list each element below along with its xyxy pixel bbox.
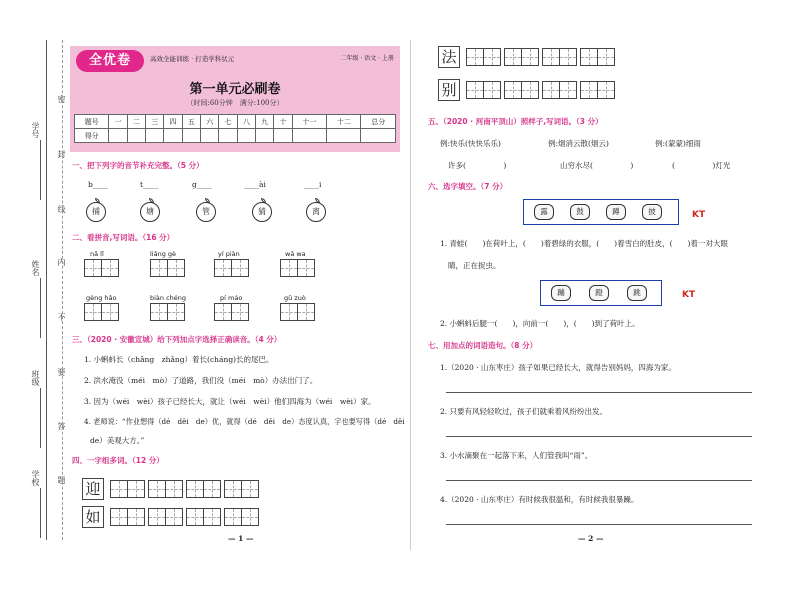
answer-line[interactable] bbox=[446, 524, 752, 525]
q6-sentence: 睛，正在捉虫。 bbox=[448, 261, 501, 270]
q1-prompt[interactable]: b____ bbox=[88, 180, 108, 189]
kt-mark: KT bbox=[692, 210, 706, 220]
pinyin-label: biàn chéng bbox=[150, 294, 187, 302]
q5-example: 例:烟消云散(烟云) bbox=[548, 139, 609, 148]
answer-line[interactable] bbox=[446, 436, 752, 437]
choice-char: 鼓 bbox=[570, 204, 590, 220]
score-header-cell: 八 bbox=[237, 115, 255, 129]
fold-mark: 密 bbox=[57, 95, 66, 103]
q7-item: 4.（2020 · 山东枣庄）有时候我很温和，有时候我很暴躁。 bbox=[440, 495, 639, 504]
writing-grid[interactable] bbox=[150, 259, 184, 277]
fold-mark: 线 bbox=[57, 205, 66, 213]
page-divider bbox=[410, 40, 411, 550]
base-char: 迎 bbox=[82, 478, 104, 500]
school-field[interactable] bbox=[40, 488, 41, 538]
q7-item: 2. 只要有风轻轻吹过，孩子们就乘着风纷纷出发。 bbox=[440, 407, 608, 416]
pinyin-label: liǎng gè bbox=[150, 250, 177, 258]
kt-mark: KT bbox=[682, 290, 696, 300]
apple-char: 猜 bbox=[252, 202, 272, 222]
choice-char: 蹲 bbox=[606, 204, 626, 220]
student-id-label: 学号 bbox=[31, 122, 40, 138]
q7-item: 3. 小水滴聚在一起落下来，人们管我叫“雨”。 bbox=[440, 451, 593, 460]
score-header-cell: 十二 bbox=[327, 115, 361, 129]
q5-title: 五、（2020 · 河南平顶山）照样子,写词语。（3 分） bbox=[428, 117, 603, 126]
class-label: 班级 bbox=[31, 370, 40, 386]
pinyin-label: wā wa bbox=[285, 250, 306, 258]
q5-task[interactable]: ( )灯光 bbox=[672, 161, 731, 170]
page-title: 第一单元必刷卷 bbox=[189, 82, 281, 97]
score-header-cell: 九 bbox=[256, 115, 274, 129]
page-number: — 1 — bbox=[228, 534, 254, 543]
writing-grid[interactable] bbox=[466, 48, 614, 66]
choice-char: 蹬 bbox=[589, 285, 609, 301]
choice-box bbox=[540, 280, 662, 306]
writing-grid[interactable] bbox=[110, 480, 258, 498]
writing-grid[interactable] bbox=[150, 303, 184, 321]
apple-char: 管 bbox=[196, 202, 216, 222]
base-char: 别 bbox=[438, 79, 460, 101]
score-cell[interactable] bbox=[361, 129, 396, 143]
fold-mark: 题 bbox=[57, 476, 66, 484]
fold-mark: 不 bbox=[57, 313, 66, 321]
q3-item[interactable]: 2. 洪水淹没（méi mò）了道路，我们没（méi mò）办法出门了。 bbox=[84, 376, 318, 385]
score-row-label: 得分 bbox=[75, 129, 109, 143]
fold-mark: 答 bbox=[57, 422, 66, 430]
apple-char: 捕 bbox=[86, 202, 106, 222]
q6-sentence[interactable]: 2. 小蝌蚪后腿一( )，向前一( )，( )到了荷叶上。 bbox=[440, 319, 640, 328]
pinyin-label: yí piàn bbox=[218, 250, 240, 258]
apple-char: 塘 bbox=[140, 202, 160, 222]
writing-grid[interactable] bbox=[214, 259, 248, 277]
exam-subtitle: （时间:60分钟 满分:100分） bbox=[186, 99, 284, 107]
score-cell[interactable] bbox=[237, 129, 255, 143]
name-field[interactable] bbox=[40, 278, 41, 338]
q3-item[interactable]: 1. 小蝌蚪长（chǎng zhǎng）着长(cháng)长的尾巴。 bbox=[84, 355, 274, 364]
score-cell[interactable] bbox=[109, 129, 127, 143]
score-table bbox=[74, 114, 396, 143]
score-header-cell: 四 bbox=[164, 115, 182, 129]
base-char: 如 bbox=[82, 506, 104, 528]
score-header-cell: 二 bbox=[127, 115, 145, 129]
banner-slogan: 高效全能训练 · 打造学科状元 bbox=[150, 55, 235, 63]
score-header-cell: 十 bbox=[274, 115, 292, 129]
score-header-cell: 一 bbox=[109, 115, 127, 129]
score-row bbox=[75, 129, 396, 143]
q5-example: 例:快乐(快快乐乐) bbox=[440, 139, 501, 148]
choice-char: 蹦 bbox=[551, 285, 571, 301]
choice-box bbox=[523, 199, 679, 225]
q1-prompt[interactable]: g____ bbox=[192, 180, 212, 189]
q3-item[interactable]: 4. 老师说：“作业想得（dé děi de）优，就得（dé děi de）态度认真，字也要写得（dé děi bbox=[84, 417, 405, 426]
score-cell[interactable] bbox=[182, 129, 200, 143]
q5-example: 例:(蒙蒙)细雨 bbox=[655, 139, 701, 148]
writing-grid[interactable] bbox=[84, 303, 118, 321]
q6-sentence[interactable]: 1. 青蛙( )在荷叶上，( )着碧绿的衣服，( )着雪白的肚皮，( )着一对大眼 bbox=[440, 239, 728, 248]
score-header-cell: 三 bbox=[146, 115, 164, 129]
fold-mark: 要 bbox=[57, 368, 66, 376]
writing-grid[interactable] bbox=[280, 303, 314, 321]
q1-prompt[interactable]: t____ bbox=[140, 180, 159, 189]
pinyin-label: gèng hǎo bbox=[86, 294, 117, 302]
score-cell[interactable] bbox=[274, 129, 292, 143]
q5-task[interactable]: 山穷水尽( ) bbox=[560, 161, 634, 170]
q5-task[interactable]: 许多( ) bbox=[448, 161, 507, 170]
fold-mark: 封 bbox=[57, 150, 66, 158]
fold-mark: 内 bbox=[57, 258, 66, 266]
school-label: 学校 bbox=[31, 470, 40, 486]
writing-grid[interactable] bbox=[280, 259, 314, 277]
score-cell[interactable] bbox=[127, 129, 145, 143]
score-cell[interactable] bbox=[146, 129, 164, 143]
score-header-cell: 总分 bbox=[361, 115, 396, 129]
q1-title: 一、把下列字的音节补充完整。（5 分） bbox=[72, 161, 204, 170]
pinyin-label: nǎ lǐ bbox=[90, 250, 104, 258]
cut-line bbox=[62, 40, 63, 540]
score-header-row bbox=[75, 115, 396, 129]
exam-header bbox=[70, 46, 400, 152]
name-label: 姓名 bbox=[31, 260, 40, 276]
q6-title: 六、选字填空。（7 分） bbox=[428, 182, 508, 191]
choice-char: 披 bbox=[642, 204, 662, 220]
score-header-cell: 十一 bbox=[292, 115, 326, 129]
answer-line[interactable] bbox=[446, 392, 752, 393]
q7-item: 1.（2020 · 山东枣庄）孩子如果已经长大，就得告别妈妈，四海为家。 bbox=[440, 363, 676, 372]
score-header-cell: 七 bbox=[219, 115, 237, 129]
student-id-field[interactable] bbox=[40, 140, 41, 200]
score-cell[interactable] bbox=[201, 129, 219, 143]
writing-grid[interactable] bbox=[466, 81, 614, 99]
binding-line bbox=[46, 40, 47, 540]
writing-grid[interactable] bbox=[110, 508, 258, 526]
q3-title: 三、（2020 · 安徽宣城）给下列加点字选择正确读音。（4 分） bbox=[72, 335, 282, 344]
score-header-cell: 六 bbox=[201, 115, 219, 129]
choice-char: 露 bbox=[534, 204, 554, 220]
page-number: — 2 — bbox=[578, 534, 604, 543]
score-cell[interactable] bbox=[164, 129, 182, 143]
grade-label: 二年级 · 语文 · 上册 bbox=[340, 55, 394, 62]
writing-grid[interactable] bbox=[84, 259, 118, 277]
score-cell[interactable] bbox=[256, 129, 274, 143]
base-char: 法 bbox=[438, 46, 460, 68]
brand-logo: 全优卷 bbox=[76, 50, 144, 72]
score-cell[interactable] bbox=[219, 129, 237, 143]
pinyin-label: pí máo bbox=[220, 294, 243, 302]
q1-prompt[interactable]: ____i bbox=[304, 180, 322, 189]
score-header-cell: 题号 bbox=[75, 115, 109, 129]
score-header-cell: 五 bbox=[182, 115, 200, 129]
score-cell[interactable] bbox=[327, 129, 361, 143]
score-cell[interactable] bbox=[292, 129, 326, 143]
q7-title: 七、用加点的词语造句。（8 分） bbox=[428, 341, 538, 350]
q2-title: 二、看拼音,写词语。（16 分） bbox=[72, 233, 175, 242]
q1-prompt[interactable]: ____ài bbox=[244, 180, 266, 189]
q3-item[interactable]: de）美观大方。” bbox=[90, 436, 145, 445]
writing-grid[interactable] bbox=[214, 303, 248, 321]
q4-title: 四、一字组多词。（12 分） bbox=[72, 456, 164, 465]
apple-char: 离 bbox=[306, 202, 326, 222]
pinyin-label: gǔ zuò bbox=[284, 294, 306, 302]
class-field[interactable] bbox=[40, 388, 41, 448]
answer-line[interactable] bbox=[446, 480, 752, 481]
q3-item[interactable]: 3. 因为（wéi wèi）孩子已经长大，就让（wéi wèi）他们四海为（wéi wèi）家。 bbox=[84, 397, 376, 406]
choice-char: 跳 bbox=[627, 285, 647, 301]
